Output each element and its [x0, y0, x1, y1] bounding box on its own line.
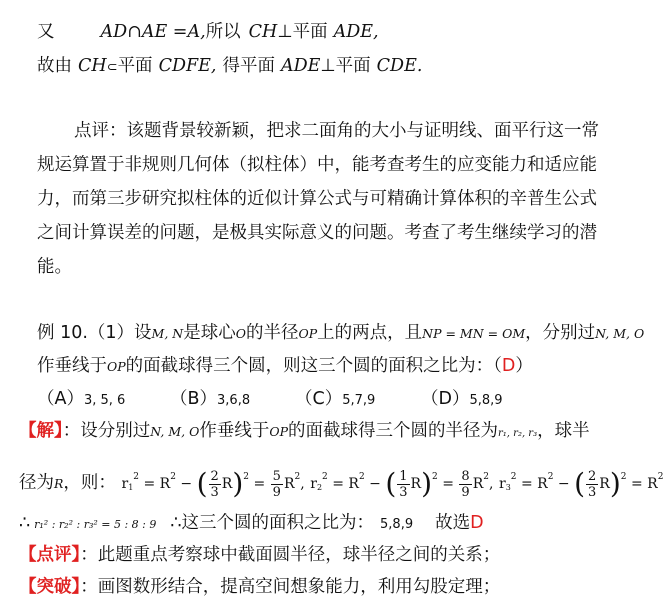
text-plane: 平面: [117, 56, 153, 76]
text-qiuban: ，球半: [537, 421, 590, 441]
text-banjing: 的半径: [245, 323, 299, 343]
frac-den: 3: [588, 484, 597, 500]
segment-op: OP: [107, 359, 126, 374]
frac-den: 9: [461, 484, 470, 500]
comment-line-3: 力，而第三步研究拟柱体的近似计算公式与可精确计算体积的辛普生公式: [37, 189, 597, 209]
segment-ch: CH: [78, 56, 107, 76]
review-tag: 【点评】: [19, 545, 81, 565]
text-fenbie: ，分别过: [525, 323, 596, 343]
solution-line-1: [19, 420, 590, 445]
option-a-label: （A）: [37, 389, 84, 409]
review-text: ：此题重点考察球中截面圆半径，球半径之间的关系；: [80, 545, 501, 565]
symbol-r: R: [54, 476, 64, 491]
frac-den: 9: [272, 484, 281, 500]
subset-symbol: ⊂: [106, 60, 118, 75]
frac-num: 2: [588, 468, 597, 484]
plane-cdfe: CDFE,: [158, 56, 217, 76]
text-banjingwei: 的面截球得三个圆的半径为: [288, 421, 499, 441]
option-a-value: 3, 5, 6: [83, 393, 126, 408]
option-d-value: 5,8,9: [469, 393, 503, 408]
example-line-2: [37, 355, 533, 378]
comment-line-4: 之间计算误差的问题，是极具实际意义的问题。考查了考生继续学习的潜: [37, 223, 597, 243]
proof-line-1: [37, 21, 379, 43]
review-line: [19, 544, 500, 566]
segment-ch: CH: [248, 22, 278, 42]
therefore-symbol: ∴: [170, 513, 182, 533]
text-guxuan: 故选: [435, 513, 471, 533]
text-plane: 平面: [292, 22, 328, 42]
text-you: 又: [37, 22, 55, 42]
plane-cde: CDE.: [376, 56, 423, 76]
equality-expr: NP = MN = OM: [422, 326, 526, 341]
segment-op: OP: [298, 326, 318, 341]
radii-symbols: r₁, r₂, r₃: [498, 428, 538, 439]
comment-line-5: 能。: [37, 257, 72, 277]
option-a: [37, 388, 125, 412]
points-nmo: N, M, O: [150, 424, 200, 439]
text-guyou: 故由: [37, 56, 72, 76]
comment-line-1: 点评：该题背景较新颖，把求二面角的大小与证明线、面平行这一常: [74, 121, 599, 141]
conclusion-text: 这三个圆的面积之比为：: [181, 513, 375, 533]
plane-ade: ADE: [280, 56, 321, 76]
text-qiuxin: 是球心: [183, 323, 236, 343]
solution-line-3: [19, 512, 484, 536]
breakthrough-text: ：画图数形结合，提高空间想象能力，利用勾股定理；: [80, 577, 501, 597]
segment-op: OP: [269, 424, 289, 439]
point-o: O: [235, 326, 246, 341]
plane-ade: ADE,: [333, 22, 379, 42]
formula-r3: $r_3^2 = R^2$ − ( $\frac{2}{3}$ $R)^2 = R^2$: [499, 467, 663, 500]
text-de-pingmian: 得平面: [222, 56, 275, 76]
option-d-label: （D）: [421, 389, 470, 409]
frac-num: 1: [399, 468, 408, 484]
option-c: [295, 388, 375, 412]
solution-tag: 【解】: [19, 421, 63, 441]
option-c-label: （C）: [295, 389, 343, 409]
text-shefenbie: ：设分别过: [62, 421, 151, 441]
frac-num: 2: [210, 468, 219, 484]
proof-line-2: [37, 55, 422, 79]
example-label: 例 10.（1）设: [37, 323, 152, 343]
frac-num: 5: [272, 468, 281, 484]
perp-symbol: ⊥: [320, 56, 336, 76]
option-b-label: （B）: [170, 389, 218, 409]
text-chuixian: 作垂线于: [37, 356, 107, 376]
ratio-expr: r₁² : r₂² : r₃² = 5 : 8 : 9: [34, 518, 157, 531]
text-jingwei: 径为: [19, 473, 54, 493]
comment-line-2: 规运算置于非规则几何体（拟柱体）中，能考查考生的应变能力和适应能: [37, 155, 597, 175]
option-b-value: 3,6,8: [217, 393, 251, 408]
points-nmo: N, M, O: [595, 326, 645, 341]
perp-symbol: ⊥: [277, 22, 293, 42]
text-liangdian: 上的两点，且: [317, 323, 423, 343]
frac-num: 8: [461, 468, 470, 484]
option-b: [170, 388, 250, 412]
formula-r2: $r_2^2 = R^2$ − ( $\frac{1}{3}$ R)$^2$ = $\frac{8}{9}$ $R^2$,: [310, 467, 494, 500]
answer-letter: D: [501, 356, 516, 376]
condition-expr: AD∩AE =A,: [100, 22, 206, 42]
example-line-1: [37, 322, 644, 345]
therefore-symbol: ∴: [19, 513, 31, 533]
option-d: [421, 388, 503, 412]
text-jiemian: 的面截球得三个圆，则这三个圆的面积之比为：（: [125, 356, 502, 376]
text-close-paren: ）: [515, 356, 533, 376]
text-plane: 平面: [335, 56, 371, 76]
text-suoyi: 所以: [205, 22, 241, 42]
frac-den: 3: [399, 484, 408, 500]
answer-letter: D: [470, 513, 484, 533]
breakthrough-tag: 【突破】: [19, 577, 81, 597]
breakthrough-line: [19, 576, 500, 598]
solution-line-2: [19, 461, 663, 504]
frac-den: 3: [210, 484, 219, 500]
conclusion-value: 5,8,9: [380, 517, 414, 532]
text-ze: ，则：: [63, 473, 116, 493]
option-c-value: 5,7,9: [342, 393, 376, 408]
formula-r1: $r_1^2 = R^2$ − ( $\frac{2}{3}$ R)$^2$ = $\frac{5}{9}$ $R^2$,: [121, 467, 305, 500]
points-mn: M, N: [151, 326, 184, 341]
text-chuixian: 作垂线于: [199, 421, 270, 441]
